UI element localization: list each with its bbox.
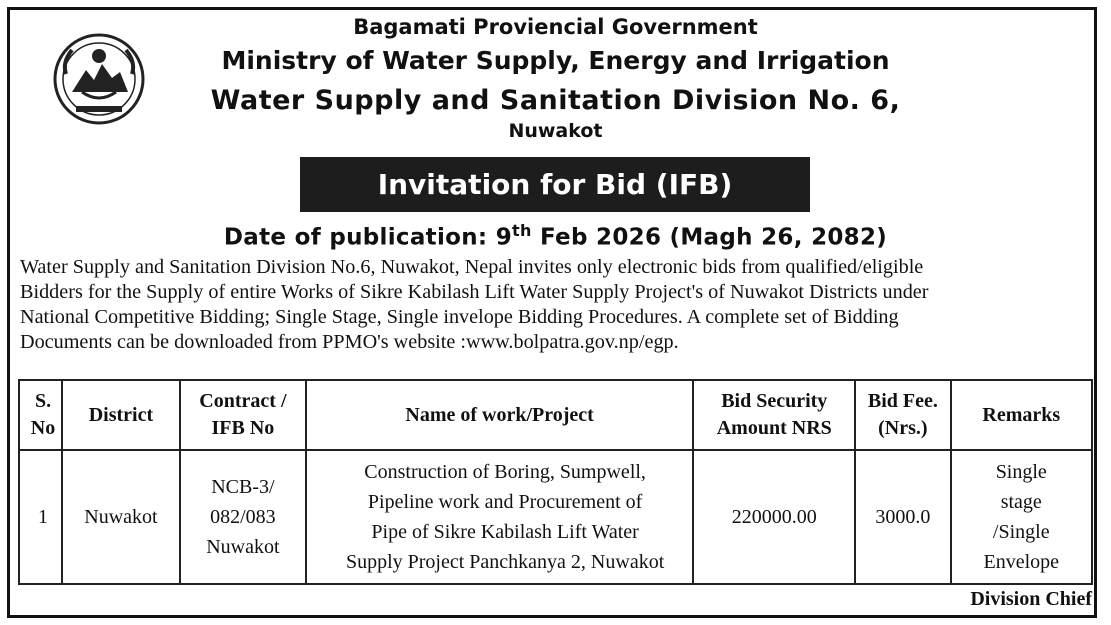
header-sno: S. No bbox=[19, 380, 62, 450]
publication-prefix: Date of publication: 9 bbox=[223, 224, 513, 251]
intro-line: National Competitive Bidding; Single Stage, Single invelope Bidding Procedures. A complete set of Bidding bbox=[20, 306, 899, 328]
cell-work: Construction of Boring, Sumpwell, Pipeline work and Procurement of Pipe of Sikre Kabilash Lift Water Supply Project Panchkanya 2, Nuwakot bbox=[306, 450, 693, 584]
cell-district: Nuwakot bbox=[62, 450, 180, 584]
signature: Division Chief bbox=[970, 588, 1092, 610]
header-location: Nuwakot bbox=[508, 120, 603, 142]
header-division: Water Supply and Sanitation Division No. 6, bbox=[210, 85, 901, 116]
header-contract: Contract / IFB No bbox=[180, 380, 306, 450]
cell-contract: NCB-3/ 082/083 Nuwakot bbox=[180, 450, 306, 584]
cell-fee: 3000.0 bbox=[855, 450, 950, 584]
notice-title: Invitation for Bid (IFB) bbox=[300, 157, 810, 212]
table-header-row bbox=[19, 380, 1092, 450]
bid-table bbox=[18, 379, 1093, 585]
cell-security: 220000.00 bbox=[693, 450, 855, 584]
header-security: Bid Security Amount NRS bbox=[693, 380, 855, 450]
publication-suffix: Feb 2026 (Magh 26, 2082) bbox=[531, 224, 888, 251]
header-fee: Bid Fee. (Nrs.) bbox=[855, 380, 950, 450]
cell-remarks: Single stage /Single Envelope bbox=[951, 450, 1092, 584]
cell-sno: 1 bbox=[19, 450, 62, 584]
intro-line: Water Supply and Sanitation Division No.6, Nuwakot, Nepal invites only electronic bids from qualified/eligible bbox=[20, 256, 924, 278]
table-row bbox=[19, 450, 1092, 584]
publication-ordinal: th bbox=[512, 221, 532, 240]
header-work: Name of work/Project bbox=[306, 380, 693, 450]
intro-line: Bidders for the Supply of entire Works of Sikre Kabilash Lift Water Supply Project's of Nuwakot Districts under bbox=[20, 281, 929, 303]
invitation-paragraph bbox=[20, 255, 1095, 355]
header-government: Bagamati Proviencial Government bbox=[353, 15, 758, 39]
header-remarks: Remarks bbox=[951, 380, 1092, 450]
publication-date bbox=[0, 221, 1111, 251]
header-ministry: Ministry of Water Supply, Energy and Irrigation bbox=[221, 46, 890, 75]
intro-line: Documents can be downloaded from PPMO's website :www.bolpatra.gov.np/egp. bbox=[20, 331, 679, 353]
header-district: District bbox=[62, 380, 180, 450]
